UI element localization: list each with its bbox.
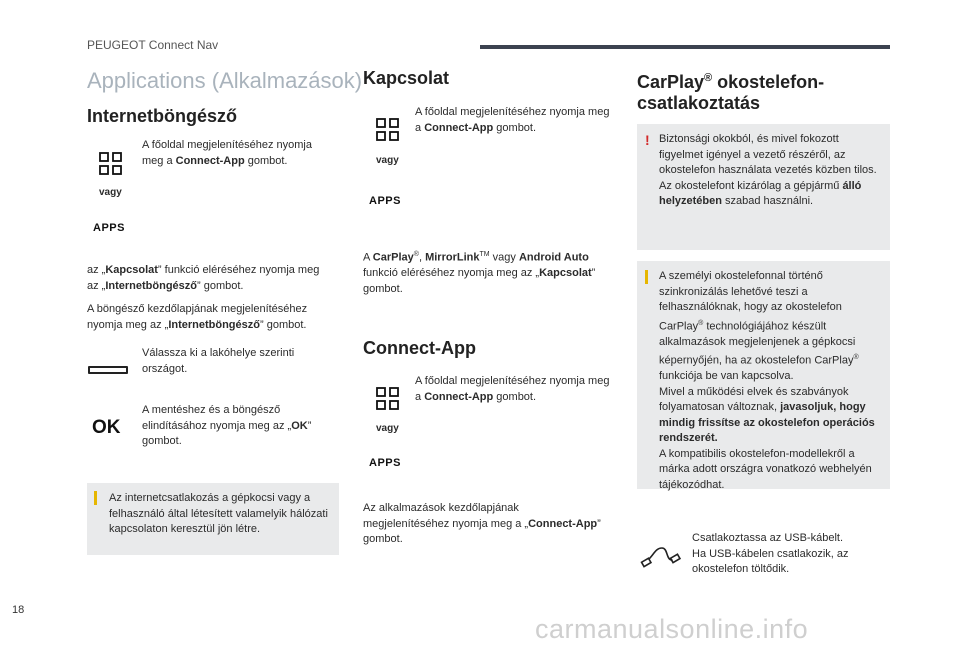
info-box-internet [87,483,339,555]
header-rule [480,45,890,49]
step-country: Válassza ki a lakóhelye szerinti országot. [142,347,295,375]
warning-icon: ! [645,132,650,148]
warning-box [637,124,890,250]
page-number: 18 [12,604,25,616]
or-label: vagy [376,423,399,434]
heading-connection: Kapcsolat [363,68,450,88]
info-text: A személyi okostelefonnal történő szinkronizálás lehetővé teszi a felhasználóknak, hogy az okostelefon CarPlay® technológiájához készült alkalmazások megjelenjenek a gépkocsi képernyőjén, ha az okostelefon CarPlay® funkciója be van kapcsolva. Mivel a működési elvek és szabványok folyamatosan változnak, javasoljuk, hogy mindig frissítse az okostelefon operációs rendszerét. A kompatibilis okostelefon-modellekről a márka adott országra vonatkozó webhelyén tájékozódhat. [659,270,875,491]
apps-grid-icon [99,152,119,172]
info-marker [94,491,97,505]
step-connect-app: A főoldal megjelenítéséhez nyomja meg a Connect-App gombot. [142,139,312,167]
paragraph-carplay: A CarPlay®, MirrorLink™ vagy Android Auto funkció eléréséhez nyomja meg az „Kapcsolat” gombot. [363,251,596,295]
heading-connect-app: Connect-App [363,338,476,358]
info-marker [645,270,648,284]
or-label: vagy [99,187,122,198]
paragraph-apps-home: Az alkalmazások kezdőlapjának megjelenítéséhez nyomja meg a „Connect-App” gombot. [363,502,601,545]
apps-button-label: APPS [369,195,401,207]
or-label: vagy [376,155,399,166]
heading-carplay: CarPlay® okostelefon- csatlakoztatás [637,72,825,113]
paragraph-homepage: A böngésző kezdőlapjának megjelenítéséhez nyomja meg az „Internetböngésző” gombot. [87,303,308,331]
apps-button-label: APPS [369,457,401,469]
step-connect-app: A főoldal megjelenítéséhez nyomja meg a Connect-App gombot. [415,106,610,134]
paragraph-connection: az „Kapcsolat” funkció eléréséhez nyomja meg az „Internetböngésző” gombot. [87,264,320,292]
apps-grid-icon [376,118,396,138]
apps-grid-icon [376,387,396,407]
info-text: Az internetcsatlakozás a gépkocsi vagy a felhasználó által létesített valamelyik hálózati kapcsolaton keresztül jön létre. [109,492,328,535]
usb-cable-icon [640,540,682,570]
section-title: Applications (Alkalmazások) [87,68,363,93]
warning-text: Biztonsági okokból, és mivel fokozott figyelmet igényel a vezető részéről, az okostelefon használata vezetés közben tilos. Az okostelefont kizárólag a gépjármű álló helyzetében szabad használni. [659,133,877,207]
apps-button-label: APPS [93,222,125,234]
watermark: carmanualsonline.info [535,614,809,644]
ok-button-label: OK [92,417,121,438]
text-field-icon [88,366,128,374]
step-ok: A mentéshez és a böngésző elindításához nyomja meg az „OK” gombot. [142,404,312,447]
running-header: PEUGEOT Connect Nav [87,38,219,52]
usb-instructions: Csatlakoztassa az USB-kábelt. Ha USB-kábelen csatlakozik, az okostelefon töltődik. [692,532,849,575]
heading-browser: Internetböngésző [87,106,238,126]
info-box-carplay [637,261,890,489]
step-connect-app-2: A főoldal megjelenítéséhez nyomja meg a Connect-App gombot. [415,375,610,403]
